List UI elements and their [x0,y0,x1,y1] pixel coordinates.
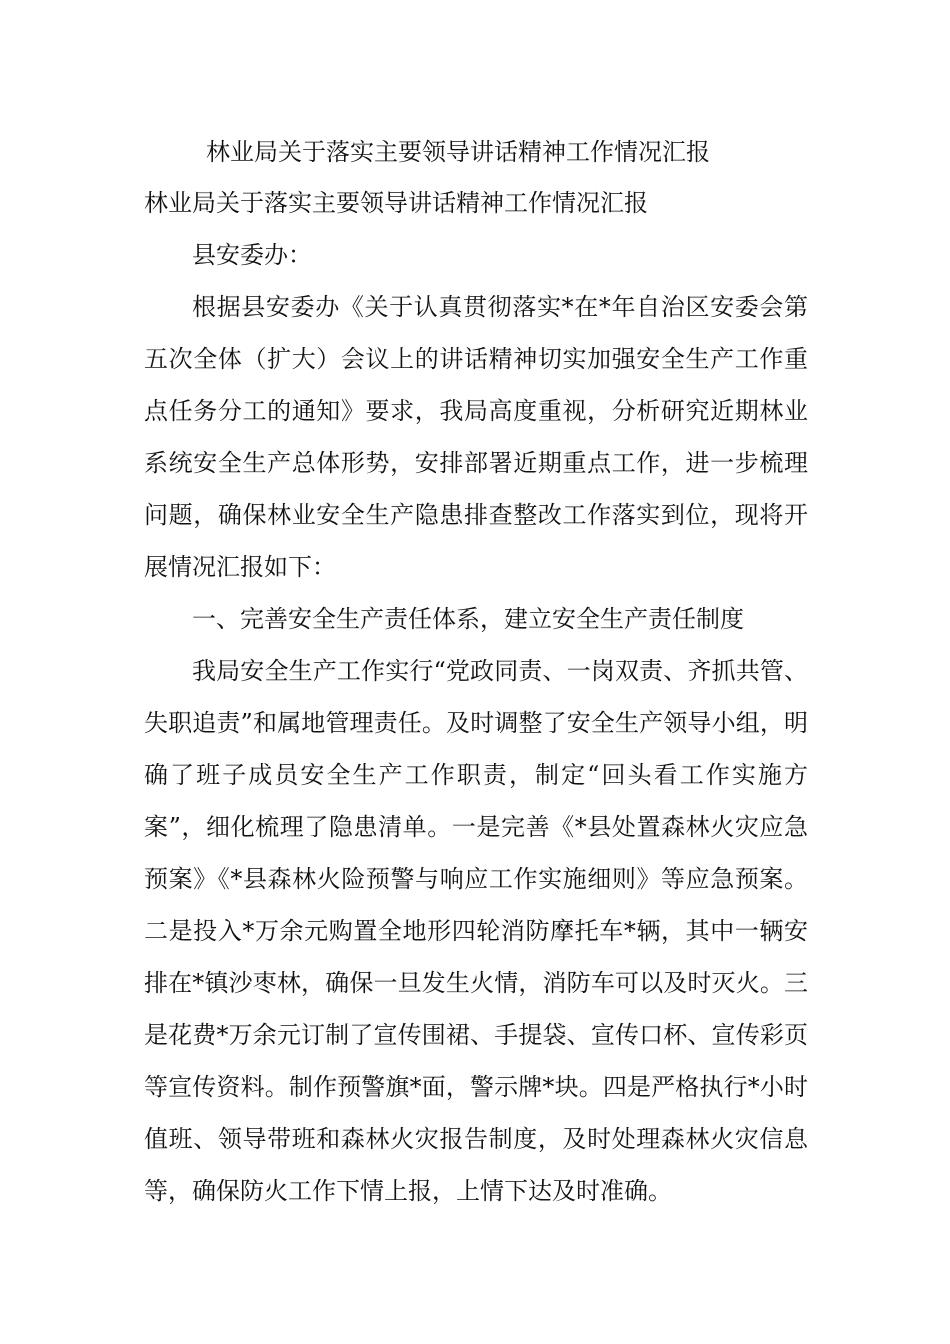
document-subtitle: 林业局关于落实主要领导讲话精神工作情况汇报 [144,189,648,217]
document-title: 林业局关于落实主要领导讲话精神工作情况汇报 [206,138,710,166]
section-heading-1: 一、完善安全生产责任体系，建立安全生产责任制度 [192,605,744,633]
document-body [144,177,808,1217]
paragraph-intro: 根据县安委办《关于认真贯彻落实*在*年自治区安委会第五次全体（扩大）会议上的讲话精神切实加强安全生产工作重点任务分工的通知》要求，我局高度重视，分析研究近期林业系统安全生产总体形势，安排部署近期重点工作，进一步梳理问题，确保林业安全生产隐患排查整改工作落实到位，现将开展情况汇报如下： [144,293,808,581]
paragraph-section-1: 我局安全生产工作实行“党政同责、一岗双责、齐抓共管、失职追责”和属地管理责任。及时调整了安全生产领导小组，明确了班子成员安全生产工作职责，制定“回头看工作实施方案”，细化梳理了隐患清单。一是完善《*县处置森林火灾应急预案》《*县森林火险预警与响应工作实施细则》等应急预案。二是投入*万余元购置全地形四轮消防摩托车*辆，其中一辆安排在*镇沙枣林，确保一旦发生火情，消防车可以及时灭火。三是花费*万余元订制了宣传围裙、手提袋、宣传口杯、宣传彩页等宣传资料。制作预警旗*面，警示牌*块。四是严格执行*小时值班、领导带班和森林火灾报告制度，及时处理森林火灾信息等，确保防火工作下情上报，上情下达及时准确。 [144,657,808,1205]
salutation: 县安委办： [192,241,312,269]
